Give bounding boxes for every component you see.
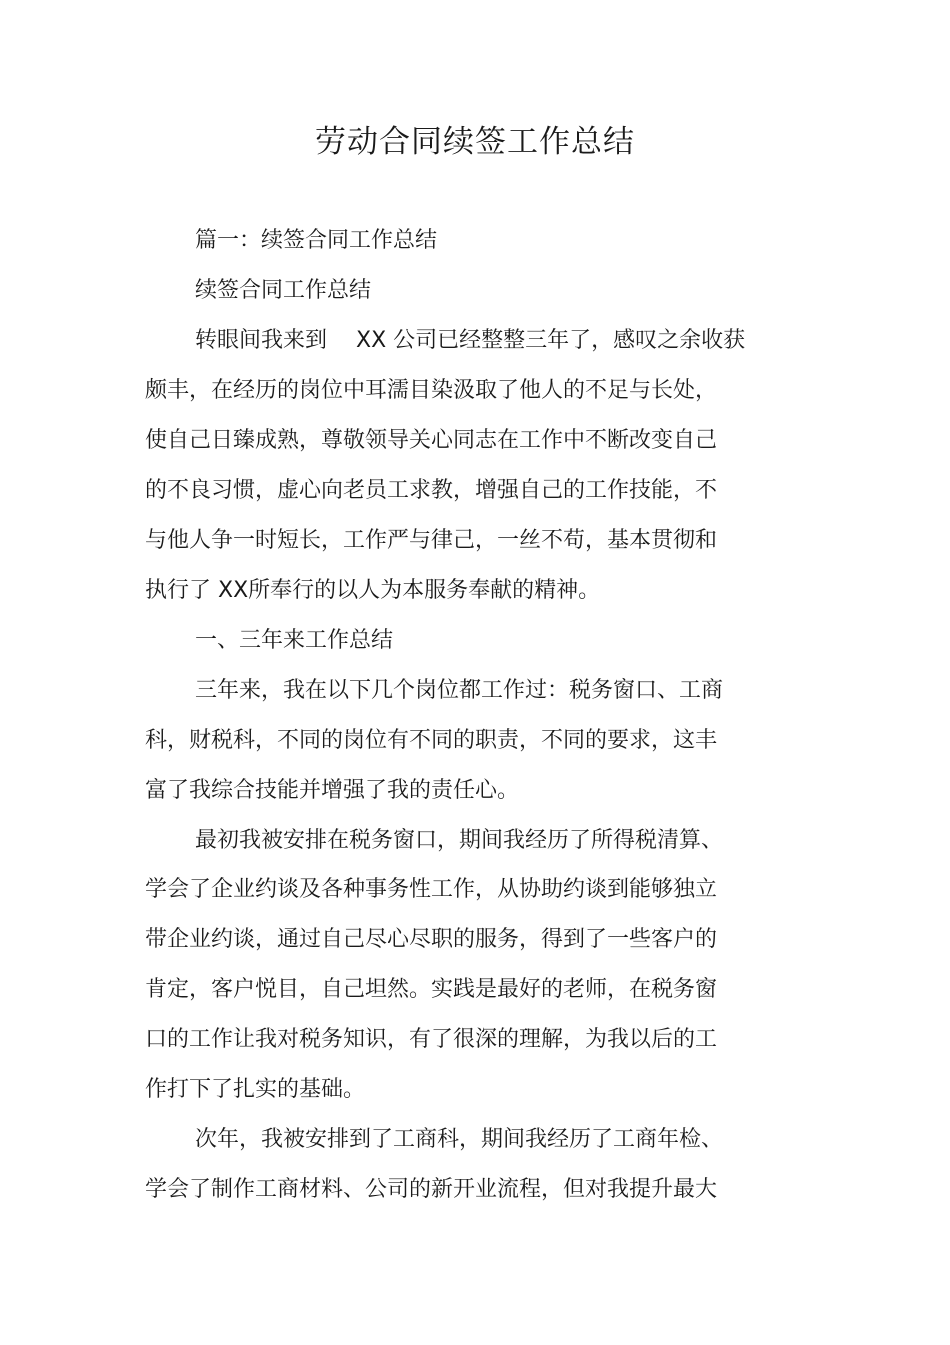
- paragraph-line: 颇丰，在经历的岗位中耳濡目染汲取了他人的不足与长处，: [145, 378, 718, 403]
- section-heading: 篇一：续签合同工作总结: [195, 228, 438, 253]
- paragraph-line: 富了我综合技能并增强了我的责任心。: [145, 778, 520, 803]
- paragraph-line: 科，财税科，不同的岗位有不同的职责，不同的要求，这丰: [145, 728, 718, 753]
- sub-heading: 续签合同工作总结: [195, 278, 372, 303]
- section-heading: 一、三年来工作总结: [195, 628, 394, 653]
- paragraph-line: 学会了制作工商材料、公司的新开业流程，但对我提升最大: [145, 1177, 718, 1202]
- paragraph-line: 带企业约谈，通过自己尽心尽职的服务，得到了一些客户的: [145, 927, 718, 952]
- paragraph-line: 最初我被安排在税务窗口，期间我经历了所得税清算、: [195, 828, 724, 853]
- paragraph-line: 三年来，我在以下几个岗位都工作过：税务窗口、工商: [195, 678, 724, 703]
- paragraph-line: 转眼间我来到 XX 公司已经整整三年了，感叹之余收获: [195, 328, 746, 353]
- paragraph-line: 与他人争一时短长，工作严与律己，一丝不苟，基本贯彻和: [145, 528, 718, 553]
- paragraph-line: 学会了企业约谈及各种事务性工作，从协助约谈到能够独立: [145, 877, 718, 902]
- paragraph-line: 执行了 XX所奉行的以人为本服务奉献的精神。: [145, 578, 601, 603]
- paragraph-line: 口的工作让我对税务知识，有了很深的理解，为我以后的工: [145, 1027, 718, 1052]
- paragraph-line: 使自己日臻成熟，尊敬领导关心同志在工作中不断改变自己: [145, 428, 718, 453]
- paragraph-line: 作打下了扎实的基础。: [145, 1077, 366, 1102]
- document-title: 劳动合同续签工作总结: [315, 124, 635, 160]
- paragraph-line: 次年，我被安排到了工商科，期间我经历了工商年检、: [195, 1127, 724, 1152]
- paragraph-line: 的不良习惯，虚心向老员工求教，增强自己的工作技能，不: [145, 478, 718, 503]
- paragraph-line: 肯定，客户悦目，自己坦然。实践是最好的老师，在税务窗: [145, 977, 718, 1002]
